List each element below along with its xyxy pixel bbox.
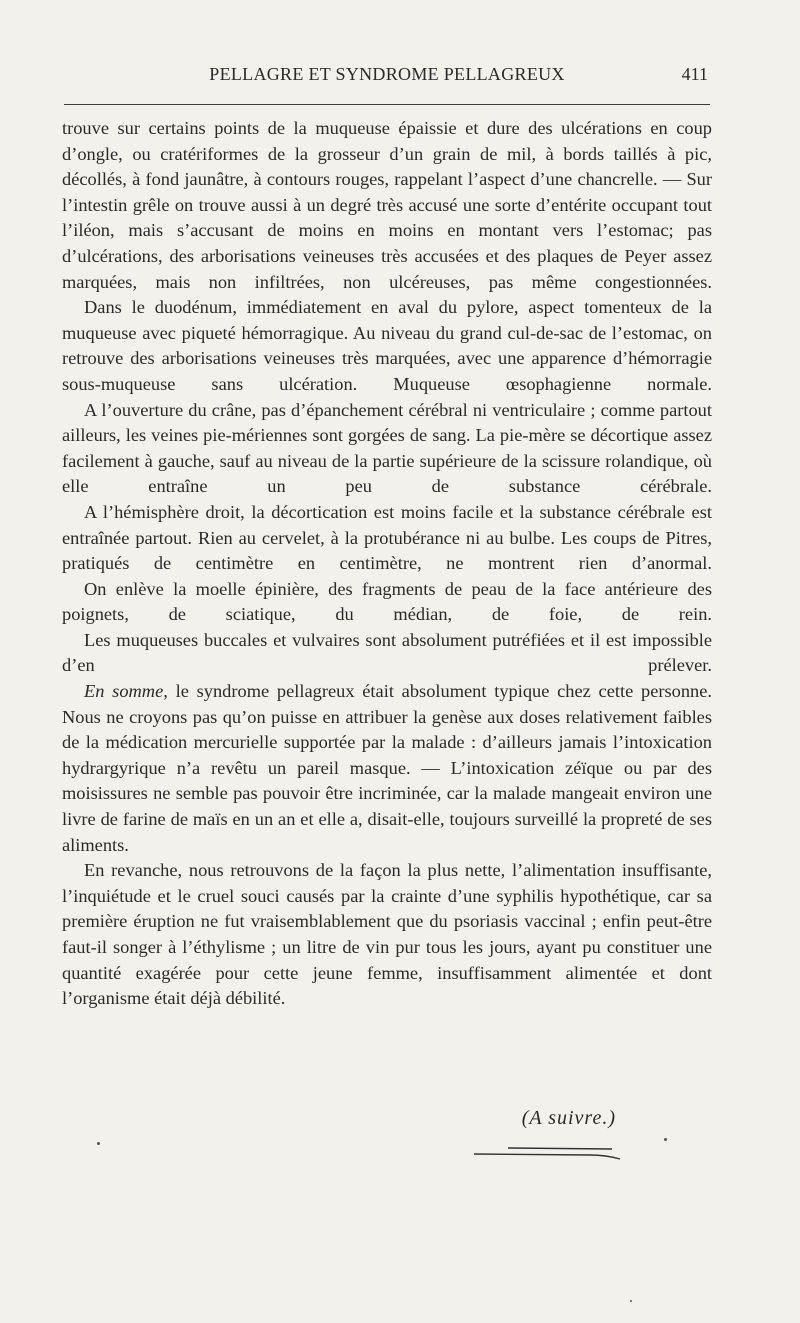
paragraph xyxy=(62,577,712,628)
paragraph-text: Les muqueuses buccales et vulvaires sont absolument putréfiées et il est impossible d’en prélever. xyxy=(62,629,712,676)
paragraph xyxy=(62,295,712,397)
paragraph-text: Dans le duodénum, immédiatement en aval du pylore, aspect tomenteux de la muqueuse avec piqueté hémorragique. Au niveau du grand cul-de-sac de l’estomac, on retrouve des arborisations veineuses très marquées, avec une apparence d’hémorragie sous-muqueuse sans ulcération. Muqueuse œsophagienne normale. xyxy=(62,297,712,394)
end-flourish xyxy=(472,1146,624,1160)
paragraph xyxy=(62,500,712,577)
paragraph-text: A l’hémisphère droit, la décortication est moins facile et la substance cérébrale est entraînée partout. Rien au cervelet, à la protubérance ni au bulbe. Les coups de Pitres, pratiqués de centimètre en centimètre, ne montrent rien d’anormal. xyxy=(62,501,712,574)
paragraph-text: trouve sur certains points de la muqueuse épaissie et dure des ulcérations en coup d’ongle, ou cratériformes de la grosseur d’un grain de mil, à bords taillés à pic, décollés, à fond jaunâtre, à contours rouges, rappelant l’aspect d’une chancrelle. — Sur l’intestin grêle on trouve aussi à un degré très accusé une sorte d’entérite occupant tout l’iléon, mais s’accusant de moins en moins en montant vers l’estomac; pas d’ulcérations, des arborisations veineuses très accusées et des plaques de Peyer assez marquées, mais non infiltrées, non ulcéreuses, pas même congestionnées. xyxy=(62,118,712,292)
running-header xyxy=(64,64,710,94)
paragraph-text: On enlève la moelle épinière, des fragments de peau de la face antérieure des poignets, de sciatique, du médian, de foie, de rein. xyxy=(62,578,712,625)
ink-speck xyxy=(97,1142,100,1145)
ink-speck xyxy=(630,1300,632,1302)
paragraph-text: le syndrome pellagreux était absolument typique chez cette personne. Nous ne croyons pas qu’on puisse en attribuer la genèse aux doses relativement faibles de la médication mercurielle supportée par la malade : d’ailleurs jamais l’intoxication hydrargyrique n’a revêtu un pareil masque. — L’intoxication zéïque ou par des moisissures ne semble pas pouvoir être incriminée, car la malade mangeait environ une livre de farine de maïs en un an et elle a, disait-elle, toujours surveillé la propreté de ses aliments. xyxy=(62,681,712,855)
paragraph-text: A l’ouverture du crâne, pas d’épanchement cérébral ni ventriculaire ; comme partout ailleurs, les veines pie-mériennes sont gorgées de sang. La pie-mère se décortique assez facilement à gauche, sauf au niveau de la partie supérieure de la scissure rolandique, où elle entraîne un peu de substance cérébrale. xyxy=(62,399,712,497)
paragraph xyxy=(62,858,712,1012)
ink-speck xyxy=(664,1138,667,1141)
paragraph xyxy=(62,679,712,858)
paragraph-lead-italic: En somme, xyxy=(84,681,168,702)
paragraph xyxy=(62,628,712,679)
paragraph xyxy=(62,116,712,295)
running-title: PELLAGRE ET SYNDROME PELLAGREUX xyxy=(209,64,565,84)
continuation-note: (A suivre.) xyxy=(521,1107,616,1129)
page-number: 411 xyxy=(681,64,708,84)
paragraph xyxy=(62,398,712,500)
paragraph-text: En revanche, nous retrouvons de la façon la plus nette, l’alimentation insuffisante, l’inquiétude et le cruel souci causés par la crainte d’une syphilis hypothétique, car sa première éruption ne fut vraisemblablement que du psoriasis vaccinal ; enfin peut-être faut-il songer à l’éthylisme ; un litre de vin pur tous les jours, ayant pu constituer une quantité exagérée pour cette jeune femme, insuffisamment alimentée et dont l’organisme était déjà débilité. xyxy=(62,860,712,1009)
header-rule xyxy=(64,104,710,105)
body-text xyxy=(62,116,712,1012)
